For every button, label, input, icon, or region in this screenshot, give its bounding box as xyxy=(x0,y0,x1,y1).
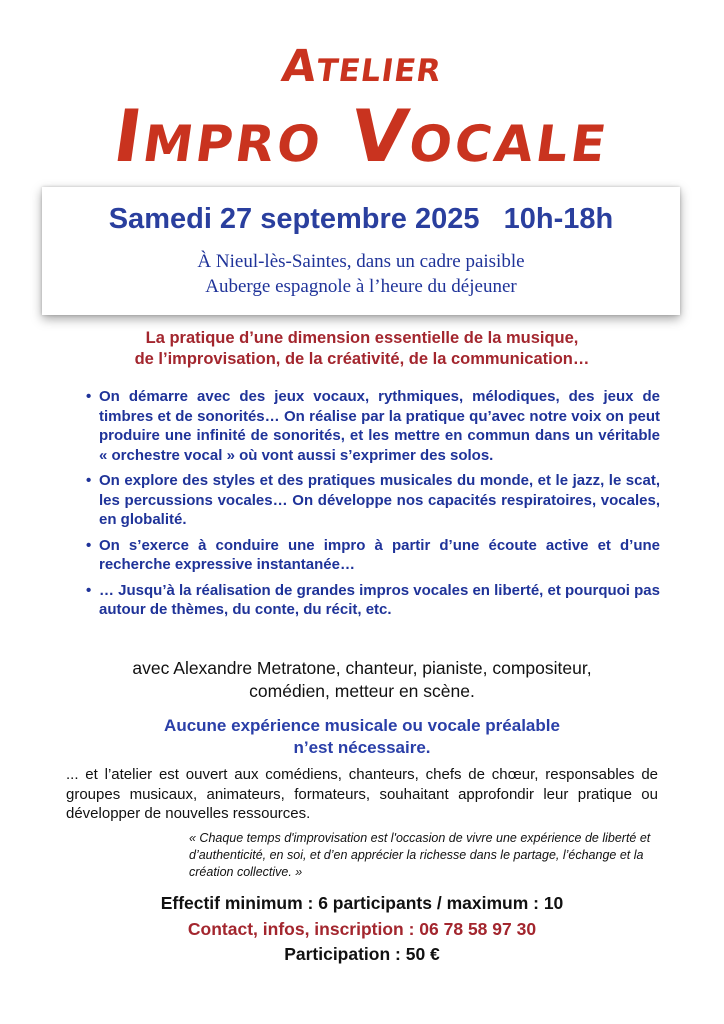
intro-line-1: La pratique d’une dimension essentielle de la musique, xyxy=(145,329,579,347)
list-item xyxy=(86,581,660,620)
list-item xyxy=(86,536,660,575)
date-box xyxy=(42,187,680,315)
contact-info: Contact, infos, inscription : 06 78 58 97 30 xyxy=(187,919,537,939)
event-time: 10h-18h xyxy=(503,203,614,235)
date-time-line xyxy=(42,203,680,236)
presenter-line-1: avec Alexandre Metratone, chanteur, pianiste, compositeur, xyxy=(132,658,592,678)
presenter-text xyxy=(60,657,664,703)
list-item xyxy=(86,471,660,530)
list-item-text: On explore des styles et des pratiques musicales du monde, et le jazz, le scat, les percussions vocales… On développe nos capacités respiratoires, vocales, en globalité. xyxy=(99,472,660,528)
list-item-text: On démarre avec des jeux vocaux, rythmiques, mélodiques, des jeux de timbres et de sonorités… On réalise par la pratique qu’avec notre voix on peut produire une infinité de sonorités, et les mettre en commun dans un véritable « orchestre vocal » où vont aussi s’exprimer des solos. xyxy=(99,388,660,464)
list-item-text: On s’exerce à conduire une impro à partir d’une écoute active et d’une recherche expressive instantanée… xyxy=(99,536,660,573)
no-experience-line-1: Aucune expérience musicale ou vocale préalable xyxy=(164,716,560,735)
participation-fee: Participation : 50 € xyxy=(284,944,440,964)
bullet-dot: • xyxy=(86,536,92,554)
presenter-line-2: comédien, metteur en scène. xyxy=(249,681,475,701)
no-experience-line-2: n’est nécessaire. xyxy=(293,738,431,757)
event-lunch: Auberge espagnole à l’heure du déjeuner xyxy=(205,276,517,297)
bullet-dot: • xyxy=(86,472,92,489)
event-date: Samedi 27 septembre 2025 xyxy=(108,203,480,235)
title-atelier: Atelier xyxy=(278,41,446,92)
bullet-dot: • xyxy=(86,388,92,405)
intro-line-2: de l’improvisation, de la créativité, de la communication… xyxy=(134,350,590,368)
activity-list xyxy=(86,387,660,626)
bullet-dot: • xyxy=(86,581,92,599)
title-impro-vocale: Impro Vocale xyxy=(108,94,616,178)
list-item xyxy=(86,387,660,465)
event-location: À Nieul-lès-Saintes, dans un cadre paisible xyxy=(197,251,525,272)
audience-paragraph: ... et l’atelier est ouvert aux comédiens, chanteurs, chefs de chœur, responsables de groupes musicaux, animateurs, formateurs, souhaitant approfondir leur pratique ou développer de nouvelles ressources. xyxy=(66,766,658,822)
no-experience-note xyxy=(60,715,664,759)
list-item-text: … Jusqu’à la réalisation de grandes impros vocales en liberté, et pourquoi pas autour de thèmes, du conte, du récit, etc. xyxy=(99,581,660,618)
group-size: Effectif minimum : 6 participants / maximum : 10 xyxy=(160,893,564,913)
intro-text xyxy=(40,328,684,370)
quote-text: « Chaque temps d'improvisation est l'occasion de vivre une expérience de liberté et d’authenticité, en soi, et d’en apprécier la richesse dans le partage, l’échange et la création collective. » xyxy=(189,831,651,879)
